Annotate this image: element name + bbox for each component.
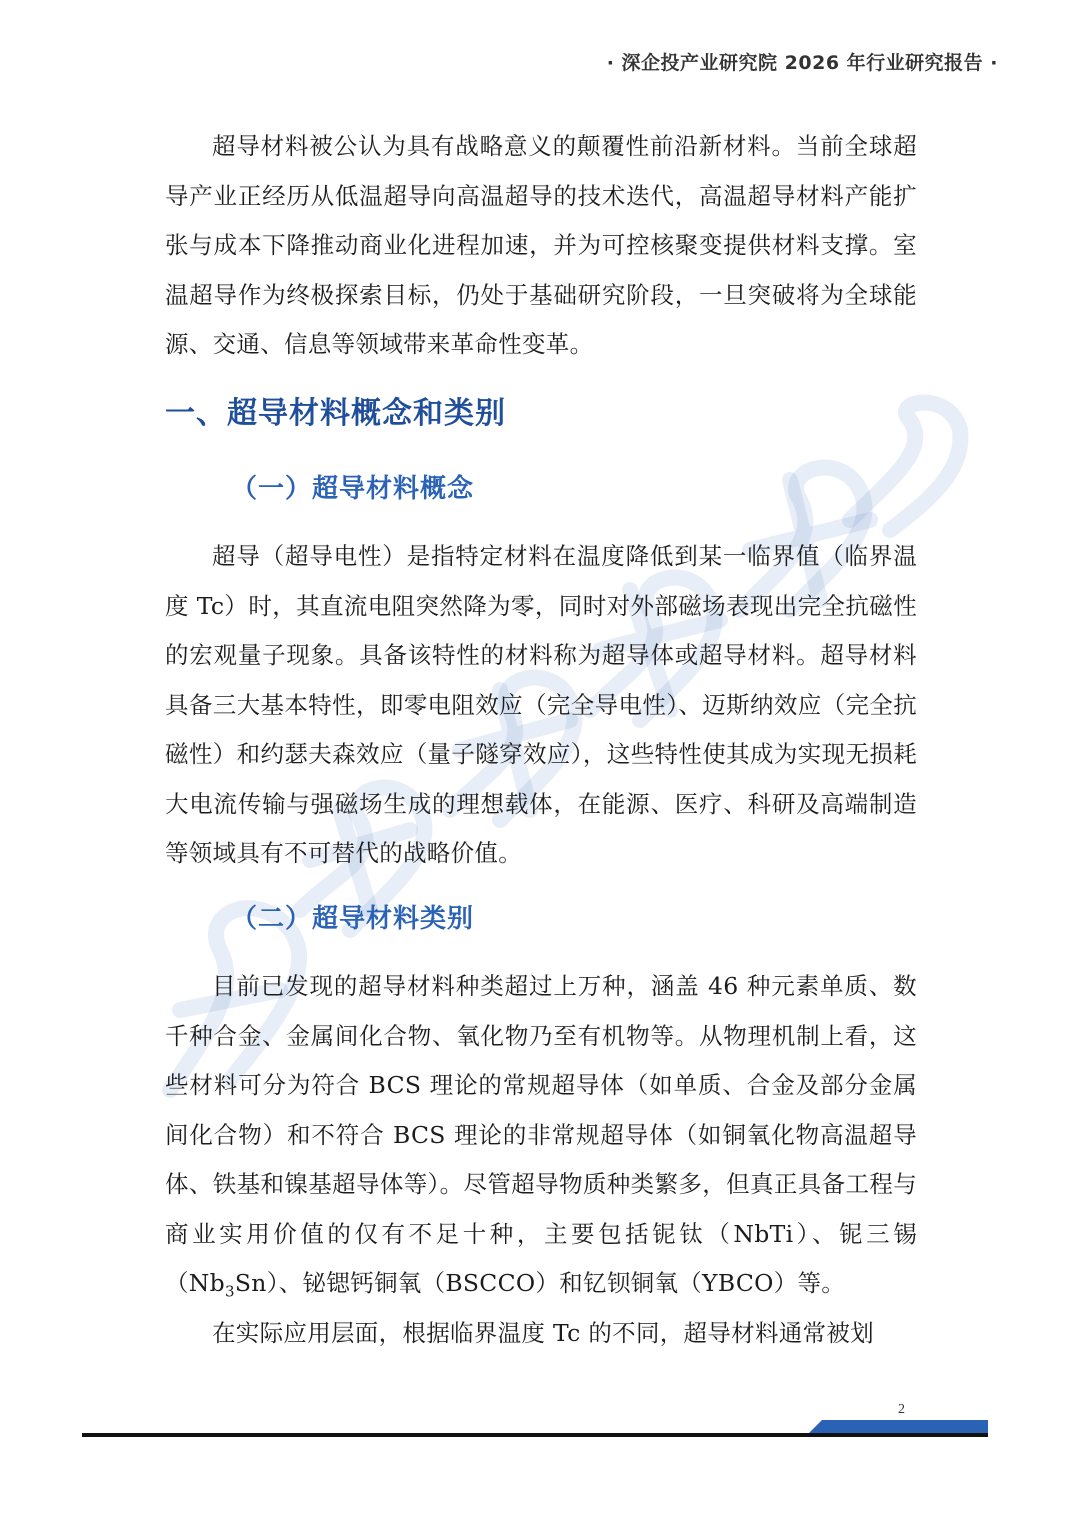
footer-rule — [82, 1433, 988, 1437]
page-number: 2 — [898, 1402, 905, 1417]
subsection-heading-concept: （一）超导材料概念 — [231, 474, 475, 504]
types-paragraph — [165, 962, 917, 1317]
classification-paragraph: 在实际应用层面，根据临界温度 Tc 的不同，超导材料通常被划 — [212, 1319, 874, 1347]
subsection-heading-types: （二）超导材料类别 — [231, 904, 475, 934]
section-heading-concept-and-types: 一、超导材料概念和类别 — [165, 396, 506, 431]
types-text-part1: 目前已发现的超导材料种类超过上万种，涵盖 46 种元素单质、数千种合金、金属间化合物、氧化物乃至有机物等。从物理机制上看，这些材料可分为符合 BCS 理论的常规超导体（如单质、合金及部分金属间化合物）和不符合 BCS 理论的非常规超导体（如铜氧化物高温超导体、铁基和镍基超导体等）。尽管超导物质种类繁多，但真正具备工程与商业实用价值的仅有不足十种，主要包括铌钛（NbTi）、铌三锡（Nb — [165, 972, 917, 1297]
intro-paragraph: 超导材料被公认为具有战略意义的颠覆性前沿新材料。当前全球超导产业正经历从低温超导向高温超导的技术迭代，高温超导材料产能扩张与成本下降推动商业化进程加速，并为可控核聚变提供材料支撑。室温超导作为终极探索目标，仍处于基础研究阶段，一旦突破将为全球能源、交通、信息等领域带来革命性变革。 — [165, 132, 917, 358]
report-header: · 深企投产业研究院 2026 年行业研究报告 · — [606, 52, 998, 74]
types-text-part2: Sn）、铋锶钙铜氧（BSCCO）和钇钡铜氧（YBCO）等。 — [234, 1269, 846, 1297]
concept-paragraph: 超导（超导电性）是指特定材料在温度降低到某一临界值（临界温度 Tc）时，其直流电阻突然降为零，同时对外部磁场表现出完全抗磁性的宏观量子现象。具备该特性的材料称为超导体或超导材料。超导材料具备三大基本特性，即零电阻效应（完全导电性）、迈斯纳效应（完全抗磁性）和约瑟夫森效应（量子隧穿效应），这些特性使其成为实现无损耗大电流传输与强磁场生成的理想载体，在能源、医疗、科研及高端制造等领域具有不可替代的战略价值。 — [165, 542, 917, 867]
footer-accent-tab — [808, 1420, 988, 1434]
nb3sn-subscript: 3 — [225, 1282, 235, 1301]
